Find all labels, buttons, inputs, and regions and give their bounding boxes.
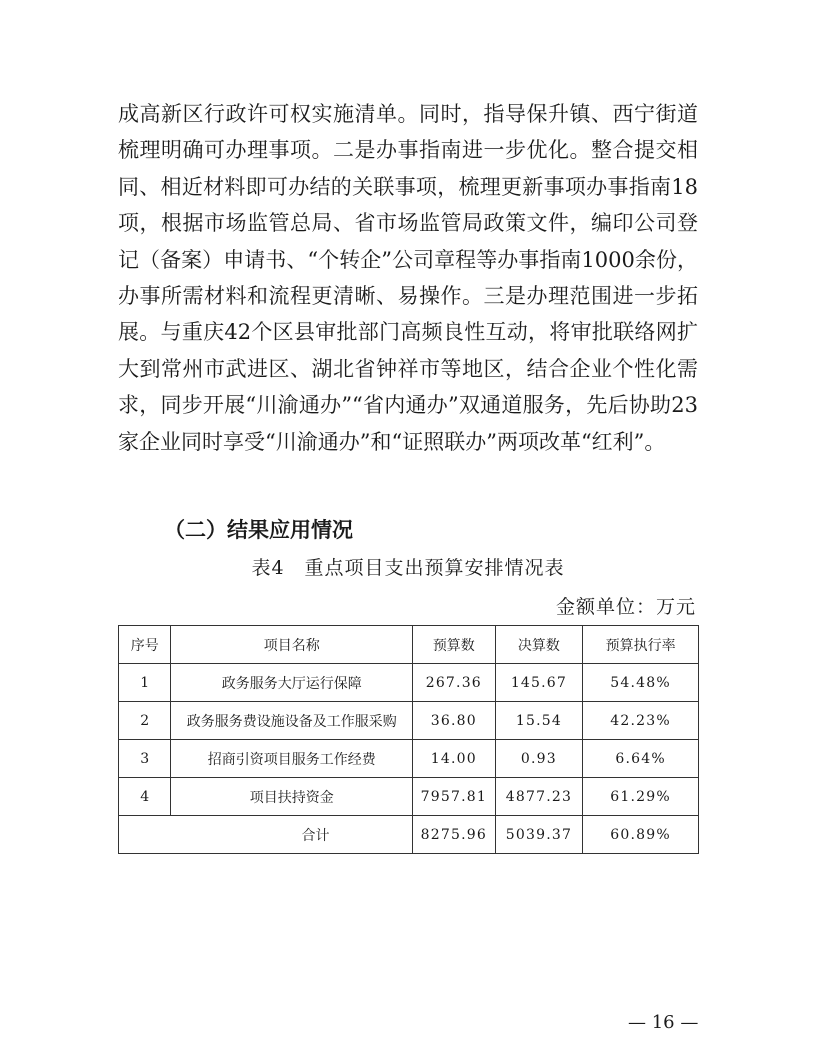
- row-final: 0.93: [495, 740, 583, 778]
- row-project-name: 项目扶持资金: [171, 778, 413, 816]
- header-final: 决算数: [495, 626, 583, 664]
- header-project-name: 项目名称: [171, 626, 413, 664]
- table-row: [119, 664, 699, 702]
- body-paragraph: 成高新区行政许可权实施清单。同时，指导保升镇、西宁街道梳理明确可办理事项。二是办事指南进一步优化。整合提交相同、相近材料即可办结的关联事项，梳理更新事项办事指南18项，根据市场监管总局、省市场监管局政策文件，编印公司登记（备案）申请书、“个转企”公司章程等办事指南1000余份，办事所需材料和流程更清晰、易操作。三是办理范围进一步拓展。与重庆42个区县审批部门高频良性互动，将审批联络网扩大到常州市武进区、湖北省钟祥市等地区，结合企业个性化需求，同步开展“川渝通办”“省内通办”双通道服务，先后协助23家企业同时享受“川渝通办”和“证照联办”两项改革“红利”。: [118, 102, 698, 454]
- table-title: 表4 重点项目支出预算安排情况表: [251, 557, 565, 579]
- row-budget: 14.00: [412, 740, 495, 778]
- row-budget: 267.36: [412, 664, 495, 702]
- total-rate: 60.89%: [583, 816, 699, 854]
- row-budget: 36.80: [412, 702, 495, 740]
- row-project-name: 招商引资项目服务工作经费: [171, 740, 413, 778]
- row-final: 4877.23: [495, 778, 583, 816]
- row-index: 1: [119, 664, 171, 702]
- row-project-name: 政务服务费设施设备及工作服采购: [171, 702, 413, 740]
- page-number: — 16 —: [628, 1012, 699, 1033]
- table-total-row: [119, 816, 699, 854]
- row-index: 3: [119, 740, 171, 778]
- row-rate: 6.64%: [583, 740, 699, 778]
- header-index: 序号: [119, 626, 171, 664]
- table-row: [119, 740, 699, 778]
- header-budget: 预算数: [412, 626, 495, 664]
- total-final: 5039.37: [495, 816, 583, 854]
- row-final: 145.67: [495, 664, 583, 702]
- table-row: [119, 702, 699, 740]
- row-project-name: 政务服务大厅运行保障: [171, 664, 413, 702]
- row-index: 2: [119, 702, 171, 740]
- table-row: [119, 778, 699, 816]
- budget-table: [118, 625, 699, 854]
- total-budget: 8275.96: [412, 816, 495, 854]
- row-rate: 54.48%: [583, 664, 699, 702]
- table-unit-label: 金额单位：万元: [555, 596, 696, 618]
- total-label: 合计: [119, 816, 413, 854]
- table-header-row: [119, 626, 699, 664]
- row-index: 4: [119, 778, 171, 816]
- row-rate: 61.29%: [583, 778, 699, 816]
- header-execution-rate: 预算执行率: [583, 626, 699, 664]
- section-heading: （二）结果应用情况: [164, 518, 353, 542]
- row-final: 15.54: [495, 702, 583, 740]
- row-rate: 42.23%: [583, 702, 699, 740]
- row-budget: 7957.81: [412, 778, 495, 816]
